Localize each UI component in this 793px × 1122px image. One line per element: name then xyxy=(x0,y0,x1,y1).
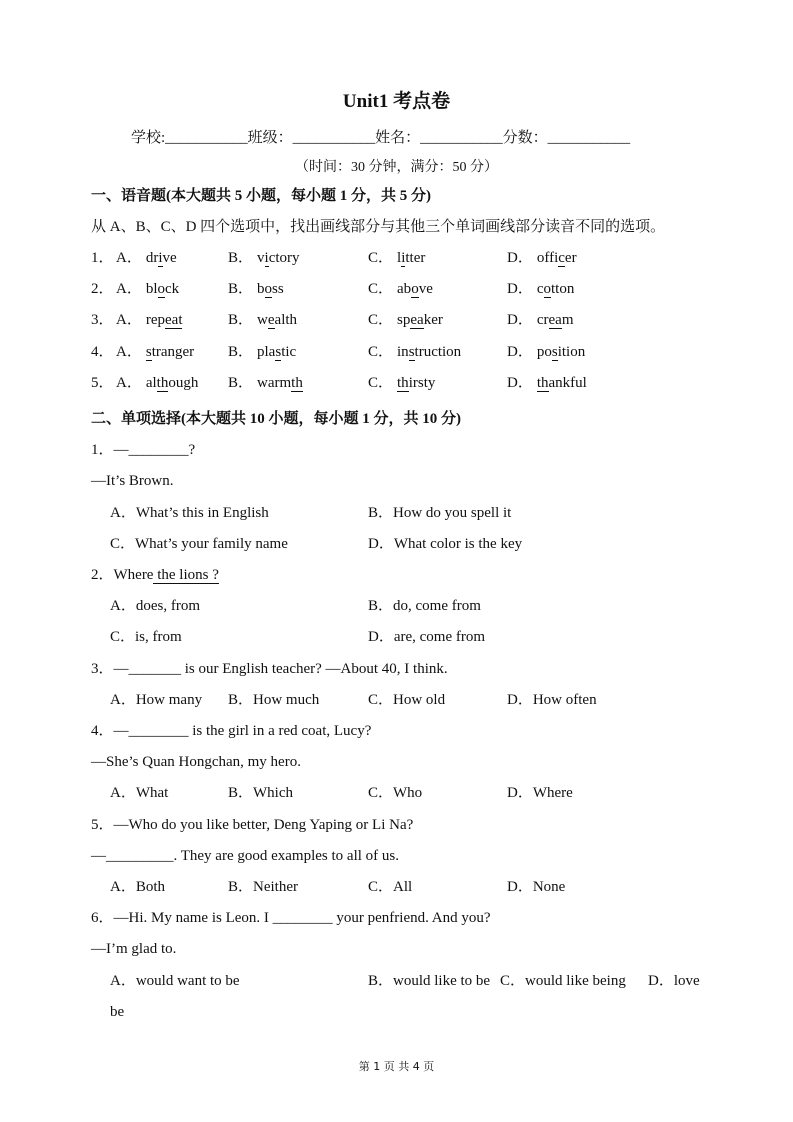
phonetic-q2-option-d xyxy=(507,282,574,297)
q1-reply: —It’s Brown. xyxy=(91,473,174,489)
phonetic-q1-option-d xyxy=(507,251,577,266)
phonetic-q1-number: 1． xyxy=(91,250,114,266)
word-prefix: l xyxy=(397,250,402,266)
word-suffix: ition xyxy=(557,344,586,360)
section1-instruction: 从 A、B、C、D 四个选项中，找出画线部分与其他三个单词画线部分读音不同的选项。 xyxy=(91,219,666,235)
word-prefix: al xyxy=(145,375,157,391)
phonetic-q2-option-c xyxy=(368,282,433,297)
phonetic-q1-option-a xyxy=(116,251,177,266)
option-label: C． xyxy=(368,281,394,297)
q1-option-c: C．What’s your family name xyxy=(110,536,288,552)
word-suffix: ck xyxy=(165,281,180,297)
phonetic-q4-option-d xyxy=(507,345,585,360)
underlined-letters: i xyxy=(264,250,269,266)
word-suffix: er xyxy=(564,250,577,266)
page-title: Unit1 考点卷 xyxy=(342,91,451,112)
option-label: B． xyxy=(228,344,254,360)
underlined-letters: s xyxy=(275,344,282,360)
word-suffix: ker xyxy=(423,312,443,328)
q4-option-c: C．Who xyxy=(368,785,423,801)
q3-option-b: B．How much xyxy=(228,692,320,708)
phonetic-q5-option-b xyxy=(228,376,303,391)
option-label: D． xyxy=(507,375,533,391)
word-suffix: ctory xyxy=(268,250,300,266)
q1-stem: 1．—________? xyxy=(91,442,196,458)
q6-option-c: C．would like being xyxy=(500,973,626,989)
q2-option-a: A．does, from xyxy=(110,598,200,614)
word-prefix: v xyxy=(257,250,265,266)
word-suffix: irsty xyxy=(408,375,436,391)
phonetic-q2-option-b xyxy=(228,282,284,297)
q5-option-c: C．All xyxy=(368,879,413,895)
phonetic-q1-option-c xyxy=(368,251,425,266)
q1-option-b: B．How do you spell it xyxy=(368,505,512,521)
q4-option-d: D．Where xyxy=(507,785,573,801)
phonetic-q2-number: 2． xyxy=(91,281,114,297)
underlined-letters: s xyxy=(551,344,558,360)
student-info-line: 学校:___________班级：___________姓名：___________分数：___________ xyxy=(131,130,631,146)
option-label: C． xyxy=(368,344,394,360)
word-suffix: ve xyxy=(162,250,177,266)
q1-option-a: A．What’s this in English xyxy=(110,505,269,521)
q6-option-b: B．would like to be xyxy=(368,973,491,989)
underlined-letters: i xyxy=(401,250,406,266)
underlined-letters: e xyxy=(267,312,275,328)
phonetic-q4-number: 4． xyxy=(91,344,114,360)
word-prefix: w xyxy=(257,312,268,328)
phonetic-q5-number: 5． xyxy=(91,375,114,391)
underlined-letters: eat xyxy=(165,312,183,328)
word-prefix: cr xyxy=(536,312,549,328)
word-suffix: truction xyxy=(414,344,462,360)
underlined-letters: o xyxy=(411,281,419,297)
word-prefix: ab xyxy=(397,281,412,297)
q5-reply: —_________. They are good examples to all of us. xyxy=(91,848,399,864)
underlined-letters: s xyxy=(145,344,152,360)
option-label: C． xyxy=(368,250,394,266)
word-prefix: pla xyxy=(257,344,276,360)
option-label: B． xyxy=(228,250,254,266)
option-label: A． xyxy=(116,281,142,297)
phonetic-q1-option-b xyxy=(228,251,300,266)
option-label: A． xyxy=(116,344,142,360)
option-label: B． xyxy=(228,375,254,391)
option-label: A． xyxy=(116,250,142,266)
phonetic-q5-option-d xyxy=(507,376,587,391)
q5-option-d: D．None xyxy=(507,879,566,895)
word-prefix: dr xyxy=(145,250,159,266)
q4-option-a: A．What xyxy=(110,785,169,801)
word-suffix: ough xyxy=(168,375,199,391)
underlined-letters: c xyxy=(558,250,565,266)
underlined-letters: o xyxy=(264,281,273,297)
underlined-letters: ea xyxy=(410,312,424,328)
time-score-line: （时间：30 分钟，满分：50 分） xyxy=(295,160,498,175)
word-suffix: tranger xyxy=(151,344,195,360)
option-label: D． xyxy=(507,250,533,266)
underlined-letters: o xyxy=(543,281,552,297)
word-prefix: bl xyxy=(145,281,158,297)
underlined-letters: o xyxy=(157,281,166,297)
q4-stem: 4．—________ is the girl in a red coat, Lucy? xyxy=(91,723,372,739)
q2-option-c: C．is, from xyxy=(110,629,182,645)
underlined-letters: th xyxy=(291,375,303,391)
q2-option-d: D．are, come from xyxy=(368,629,486,645)
word-suffix: tic xyxy=(281,344,297,360)
word-prefix: sp xyxy=(397,312,411,328)
word-prefix: rep xyxy=(145,312,165,328)
phonetic-q4-option-a xyxy=(116,345,194,360)
q5-option-a: A．Both xyxy=(110,879,166,895)
option-label: C． xyxy=(368,312,394,328)
phonetic-q3-option-a xyxy=(116,313,182,328)
q5-option-b: B．Neither xyxy=(228,879,298,895)
q4-reply: —She’s Quan Hongchan, my hero. xyxy=(91,754,301,770)
option-label: D． xyxy=(507,281,533,297)
q6-reply: —I’m glad to. xyxy=(91,941,177,957)
word-prefix: c xyxy=(536,281,544,297)
q3-option-d: D．How often xyxy=(507,692,597,708)
option-label: D． xyxy=(507,344,533,360)
q1-option-d: D．What color is the key xyxy=(368,536,523,552)
word-suffix: tter xyxy=(405,250,426,266)
section1-heading: 一、语音题(本大题共 5 小题，每小题 1 分，共 5 分) xyxy=(91,188,431,204)
q4-option-b: B．Which xyxy=(228,785,293,801)
underlined-letters: th xyxy=(536,375,549,391)
word-suffix: ve xyxy=(418,281,433,297)
q6-option-a: A．would want to be xyxy=(110,973,240,989)
option-label: A． xyxy=(116,375,142,391)
word-prefix: warm xyxy=(257,375,292,391)
q3-option-c: C．How old xyxy=(368,692,446,708)
phonetic-q5-option-c xyxy=(368,376,435,391)
phonetic-q2-option-a xyxy=(116,282,179,297)
word-suffix: m xyxy=(561,312,574,328)
section2-heading: 二、单项选择(本大题共 10 小题，每小题 1 分，共 10 分) xyxy=(91,411,461,427)
q6-option-d-wrap: be xyxy=(110,1004,125,1020)
q2-stem: 2．Where the lions ? xyxy=(91,567,219,583)
word-suffix: alth xyxy=(274,312,298,328)
underlined-letters: ea xyxy=(548,312,562,328)
word-suffix: tton xyxy=(551,281,575,297)
phonetic-q3-number: 3． xyxy=(91,312,114,328)
option-label: B． xyxy=(228,281,254,297)
page-footer: 第 1 页 共 4 页 xyxy=(358,1060,435,1073)
word-suffix: ss xyxy=(272,281,284,297)
phonetic-q4-option-c xyxy=(368,345,461,360)
phonetic-q4-option-b xyxy=(228,345,296,360)
underlined-letters: th xyxy=(397,375,409,391)
phonetic-q3-option-d xyxy=(507,313,574,328)
q6-option-d: D．love xyxy=(648,973,700,989)
option-label: C． xyxy=(368,375,394,391)
q5-stem: 5．—Who do you like better, Deng Yaping or Li Na? xyxy=(91,817,414,833)
word-suffix: ankful xyxy=(548,375,587,391)
phonetic-q5-option-a xyxy=(116,376,198,391)
phonetic-q3-option-c xyxy=(368,313,443,328)
q3-stem: 3．—_______ is our English teacher? —About 40, I think. xyxy=(91,661,448,677)
option-label: A． xyxy=(116,312,142,328)
word-prefix: b xyxy=(257,281,265,297)
word-prefix: in xyxy=(397,344,409,360)
phonetic-q3-option-b xyxy=(228,313,297,328)
option-label: B． xyxy=(228,312,254,328)
word-prefix: po xyxy=(536,344,552,360)
underlined-letters: i xyxy=(158,250,163,266)
underlined-letters: th xyxy=(156,375,169,391)
q6-stem: 6．—Hi. My name is Leon. I ________ your penfriend. And you? xyxy=(91,910,491,926)
q2-option-b: B．do, come from xyxy=(368,598,481,614)
word-prefix: offi xyxy=(536,250,559,266)
underlined-letters: s xyxy=(408,344,415,360)
option-label: D． xyxy=(507,312,533,328)
q3-option-a: A．How many xyxy=(110,692,203,708)
